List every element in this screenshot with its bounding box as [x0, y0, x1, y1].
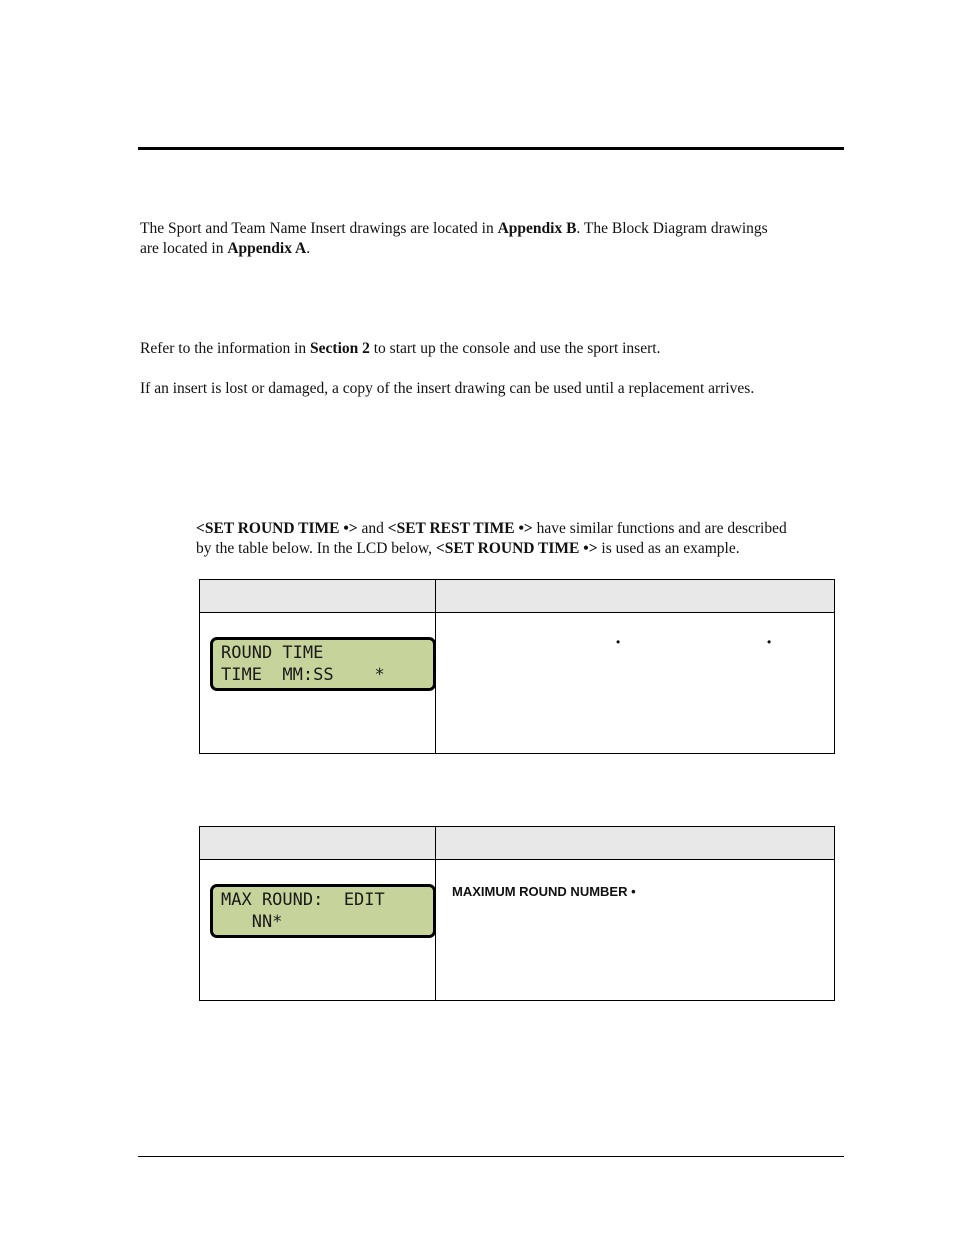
startup-text: Refer to the information in: [140, 340, 311, 357]
round-time-table: [199, 579, 835, 754]
description-column-header: [436, 827, 835, 860]
set-round-time-key: <SET ROUND TIME •>: [196, 520, 358, 537]
lcd-line-2: TIME MM:SS *: [221, 665, 385, 685]
startup-text-2: to start up the console and use the sport insert.: [369, 340, 661, 357]
lcd-line-2: NN*: [221, 912, 283, 932]
bullet-mark-2: •: [767, 635, 772, 649]
startup-paragraph: [140, 339, 844, 359]
lcd-display: [210, 637, 436, 691]
round-time-text-3: is used as an example.: [597, 540, 740, 557]
round-time-text: have similar functions and are described: [532, 520, 787, 537]
lcd-column-header: [200, 827, 436, 860]
round-time-paragraph: [196, 519, 844, 559]
footer-rule: [138, 1156, 844, 1157]
lcd-cell: [200, 860, 436, 1001]
intro-text-3: are located in: [140, 240, 228, 257]
appendix-b-ref: Appendix B: [497, 220, 577, 237]
lcd-line-1: ROUND TIME: [221, 643, 324, 663]
table-header-row: [200, 580, 835, 613]
text-and: and: [357, 520, 388, 537]
table-row: [200, 613, 835, 754]
header-rule: [138, 147, 844, 150]
intro-text-4: .: [306, 240, 311, 257]
intro-text: The Sport and Team Name Insert drawings are located in: [140, 220, 498, 237]
lcd-display: [210, 884, 436, 938]
description-column-header: [436, 580, 835, 613]
round-time-text-2: by the table below. In the LCD below,: [196, 540, 436, 557]
description-cell: [436, 613, 835, 754]
max-round-table: [199, 826, 835, 1001]
description-cell: [436, 860, 835, 1001]
lcd-column-header: [200, 580, 436, 613]
lcd-cell: [200, 613, 436, 754]
max-round-label: MAXIMUM ROUND NUMBER •: [452, 884, 636, 899]
table-row: [200, 860, 835, 1001]
intro-paragraph: [140, 219, 844, 259]
section-2-ref: Section 2: [310, 340, 370, 357]
table-header-row: [200, 827, 835, 860]
bullet-mark: •: [616, 635, 621, 649]
appendix-a-ref: Appendix A: [227, 240, 307, 257]
set-rest-time-key: <SET REST TIME •>: [387, 520, 533, 537]
lcd-line-1: MAX ROUND: EDIT: [221, 890, 385, 910]
set-round-time-key-example: <SET ROUND TIME •>: [435, 540, 598, 557]
intro-text-2: . The Block Diagram drawings: [576, 220, 768, 237]
insert-paragraph: If an insert is lost or damaged, a copy of the insert drawing can be used until a replacement arrives.: [140, 380, 755, 397]
